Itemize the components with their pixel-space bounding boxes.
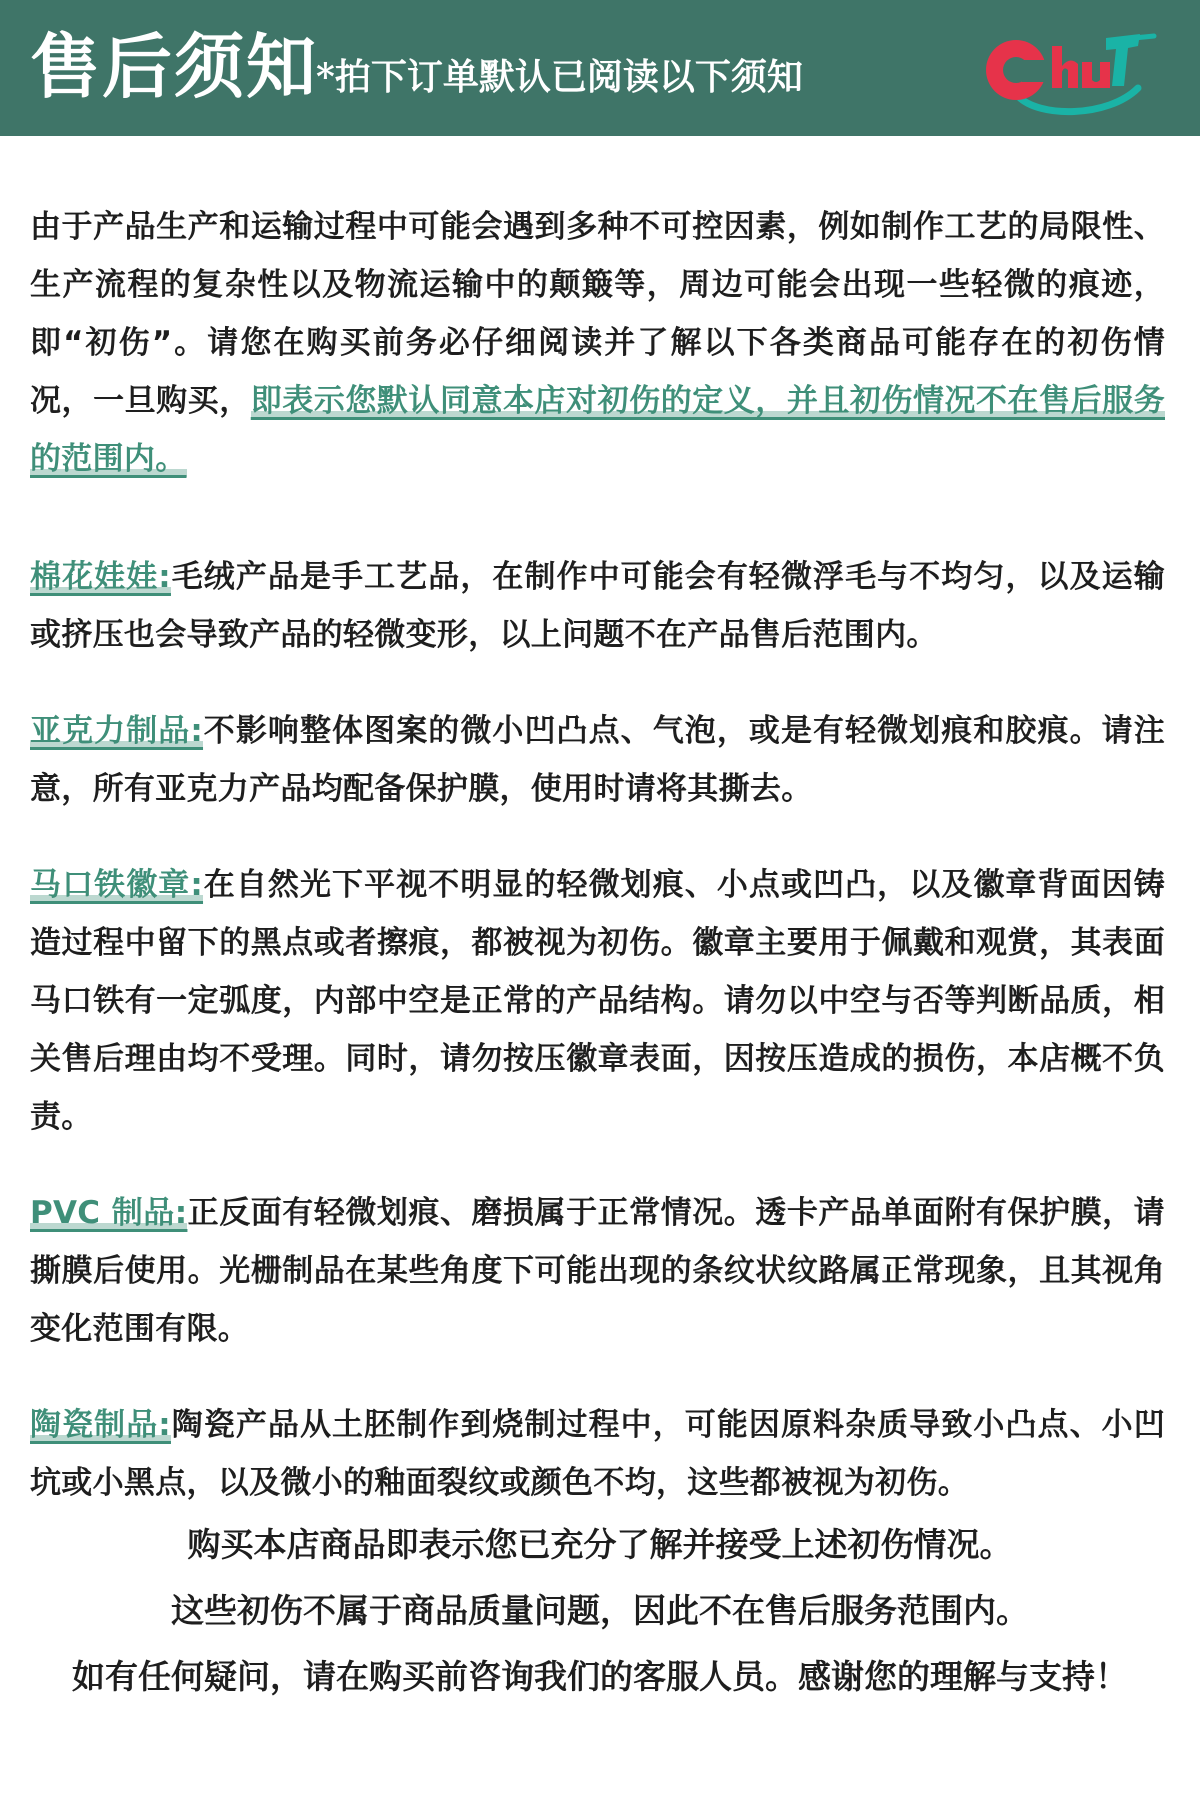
section-acrylic [30,702,1165,818]
intro-text: 由于产品生产和运输过程中可能会遇到多种不可控因素，例如制作工艺的局限性、生产流程的复杂性以及物流运输中的颠簸等，周边可能会出现一些轻微的痕迹，即“初伤”。请您在购买前务必仔细阅读并了解以下各类商品可能存在的初伤情况，一旦购买， [30,209,1165,419]
section-text: 在自然光下平视不明显的轻微划痕、小点或凹凸，以及徽章背面因铸造过程中留下的黑点或者擦痕，都被视为初伤。徽章主要用于佩戴和观赏，其表面马口铁有一定弧度，内部中空是正常的产品结构。请勿以中空与否等判断品质，相关售后理由均不受理。同时，请勿按压徽章表面，因按压造成的损伤，本店概不负责。 [30,867,1165,1135]
closing-line: 如有任何疑问，请在购买前咨询我们的客服人员。感谢您的理解与支持！ [72,1657,1128,1696]
section-text: 陶瓷产品从土胚制作到烧制过程中，可能因原料杂质导致小凸点、小凹坑或小黑点，以及微小的釉面裂纹或颜色不均，这些都被视为初伤。 [30,1407,1165,1501]
header-banner [0,0,1200,136]
content-body [30,198,1165,1512]
intro-highlight: 即表示您默认同意本店对初伤的定义，并且初伤情况不在售后服务的范围内。 [30,383,1165,477]
section-label: 马口铁徽章: [30,867,204,903]
intro-paragraph [30,198,1165,488]
closing-line: 这些初伤不属于商品质量问题，因此不在售后服务范围内。 [171,1591,1029,1630]
brand-logo [978,26,1158,122]
section-text: 不影响整体图案的微小凹凸点、气泡，或是有轻微划痕和胶痕。请注意，所有亚克力产品均配备保护膜，使用时请将其撕去。 [30,713,1165,807]
section-tin-badges [30,856,1165,1146]
section-label: PVC 制品: [30,1195,188,1231]
section-pvc [30,1184,1165,1358]
section-text: 毛绒产品是手工艺品，在制作中可能会有轻微浮毛与不均匀，以及运输或挤压也会导致产品的轻微变形，以上问题不在产品售后范围内。 [30,559,1165,653]
page-title: 售后须知 [30,25,318,108]
section-label: 棉花娃娃: [30,559,171,595]
section-ceramics [30,1396,1165,1512]
section-plush-dolls [30,548,1165,664]
section-text: 正反面有轻微划痕、磨损属于正常情况。透卡产品单面附有保护膜，请撕膜后使用。光栅制品在某些角度下可能出现的条纹状纹路属正常现象，且其视角变化范围有限。 [30,1195,1165,1347]
closing-statement [0,1512,1200,1710]
section-label: 亚克力制品: [30,713,204,749]
section-label: 陶瓷制品: [30,1407,171,1443]
page-subtitle: *拍下订单默认已阅读以下须知 [316,56,803,98]
closing-line: 购买本店商品即表示您已充分了解并接受上述初伤情况。 [187,1525,1013,1564]
